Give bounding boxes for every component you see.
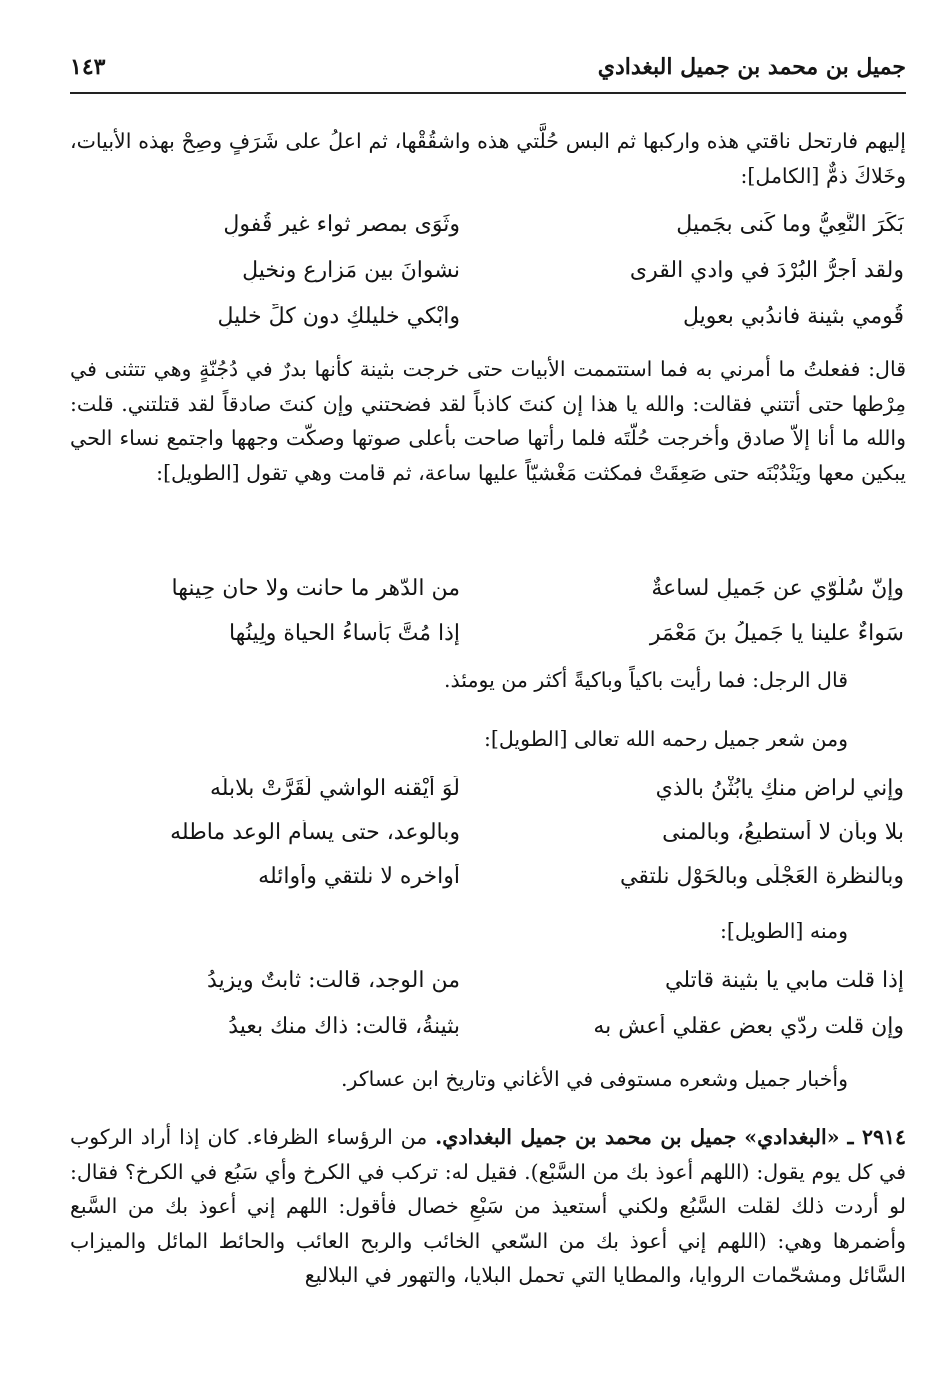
verse-line bbox=[100, 298, 904, 344]
verse-hemistich-second: أواخره لا نلتقي وأوائله bbox=[258, 864, 460, 889]
verse-line bbox=[100, 858, 904, 904]
verse-hemistich-first: إذا قلت مابي يا بثينة قاتلي bbox=[665, 968, 904, 993]
verse-hemistich-first: وإن قلت ردّي بعض عقلي أعش به bbox=[593, 1014, 904, 1039]
verse-hemistich-second: وثَوَى بمصر ثواء غير قُفولِ bbox=[223, 212, 460, 237]
verse-line bbox=[100, 1008, 904, 1054]
verse-hemistich-second: من الوجد، قالت: ثابتٌ ويزيدُ bbox=[207, 968, 460, 993]
entry-number: ٢٩١٤ ـ bbox=[847, 1125, 906, 1149]
verse-hemistich-second: بثينةُ، قالت: ذاك منك بعيدُ bbox=[228, 1014, 460, 1039]
verse-line bbox=[100, 570, 904, 616]
biography-entry bbox=[70, 1120, 906, 1293]
poem-introduction: ومن شعر جميل رحمه الله تعالى [الطويل]: bbox=[484, 727, 848, 751]
verse-hemistich-first: سَواءٌ علينا يا جَميلُ بنَ مَعْمَرٍ bbox=[649, 621, 904, 646]
verse-hemistich-second: وابْكي خليلكِ دون كلِّ خليلِ bbox=[217, 304, 460, 329]
verse-hemistich-second: من الدّهر ما حانت ولا حان حِينها bbox=[171, 576, 460, 601]
verse-hemistich-second: لَوَ أيْقنه الواشي لَقَرَّتْ بلابلُه bbox=[209, 776, 460, 801]
entry-nisba: «البغدادي» bbox=[744, 1125, 840, 1149]
narrator-note: قال الرجل: فما رأيت باكياً وباكيةً أكثر من يومئذ. bbox=[444, 668, 848, 692]
verse-line bbox=[100, 615, 904, 661]
header-title: جميل بن محمد بن جميل البغدادي bbox=[597, 54, 906, 80]
verse-hemistich-second: وبالوعد، حتى يسأم الوعد ماطله bbox=[170, 820, 460, 845]
verse-line bbox=[100, 206, 904, 252]
verse-hemistich-second: إذا مُتَّ بَأْساءُ الحياة ولِينُها bbox=[228, 621, 460, 646]
source-note: وأخبار جميل وشعره مستوفى في الأغاني وتاريخ ابن عساكر. bbox=[341, 1067, 848, 1091]
verse-hemistich-first: ولقد أجرُّ البُرْدَ في وادي القرى bbox=[629, 258, 904, 283]
entry-name: جميل بن محمد بن جميل البغدادي. bbox=[435, 1125, 737, 1149]
verse-hemistich-first: بَكَرَ النَّعِيُّ وما كَنى بجَميلِ bbox=[676, 212, 904, 237]
narrative-paragraph: قال: ففعلتُ ما أمرني به فما استتممت الأبيات حتى خرجت بثينة كأنها بدرٌ في دُجُنّةٍ وهي تتثنى في مِرْطها حتى أتتني فقالت: والله يا هذا إن كنتَ كاذباً لقد فضحتني وإن كنتَ صادقاً لقد قتلتني. قلت: والله ما أنا إلاّ صادق وأخرجت حُلّتَه فلما رأتها صاحت بأعلى صوتها وصكّت وجهها واجتمع نساء الحي يبكين معها ويَنْدُبْنَه حتى صَعِقَتْ فمكثت مَغْشيّاً عليها ساعة، ثم قامت وهي تقول [الطويل]: bbox=[70, 357, 906, 485]
verse-hemistich-first: وبالنظرة العَجْلَى وبالحَوْل نلتقي bbox=[620, 864, 904, 889]
verse-line bbox=[100, 814, 904, 860]
verse-hemistich-first: بلا وبأن لا أستطيعُ، وبالمنى bbox=[662, 820, 904, 845]
verse-line bbox=[100, 252, 904, 298]
poem-introduction: ومنه [الطويل]: bbox=[719, 919, 848, 943]
verse-hemistich-second: نشوانَ بين مَزارعٍ ونخيلِ bbox=[242, 258, 460, 283]
verse-line bbox=[100, 770, 904, 816]
intro-paragraph: إليهم فارتحل ناقتي هذه واركبها ثم البس حُلَّتي هذه واشقُقْها، ثم اعلُ على شَرَفٍ وصِحْ بهذه الأبيات، وخَلاكَ ذمٌّ [الكامل]: bbox=[70, 129, 906, 188]
verse-hemistich-first: وإني لراضٍ منكِ يابُثْنُ بالذي bbox=[655, 776, 904, 801]
verse-hemistich-first: قُومي بثينة فاندُبي بعويلِ bbox=[682, 304, 904, 329]
header-rule bbox=[70, 92, 906, 94]
entry-text: من الرؤساء الظرفاء. كان إذا أراد الركوب في كل يوم يقول: (اللهم أعوذ بك من السَّبْع). فقيل له: تركب في الكرخ وأي سَبُع في الكرخ؟ فقال: لو أردت ذلك لقلت السَّبُع ولكني أستعيذ من سَبْعِ خصال فأقول: اللهم إني أعوذ بك من السَّبع وأضمرها وهي: (اللهم إني أعوذ بك من السّعي الخائب والربح العائب والحائط المائل والميزاب السَّائل ومشحّمات الروايا، والمطايا التي تحمل البلايا، والتهور في البلاليع bbox=[70, 1125, 906, 1287]
page-number: ١٤٣ bbox=[70, 54, 106, 80]
verse-hemistich-first: وإنّ سُلُوّي عن جَميلٍ لساعةٌ bbox=[651, 576, 904, 601]
verse-line bbox=[100, 962, 904, 1008]
running-header bbox=[70, 52, 906, 90]
